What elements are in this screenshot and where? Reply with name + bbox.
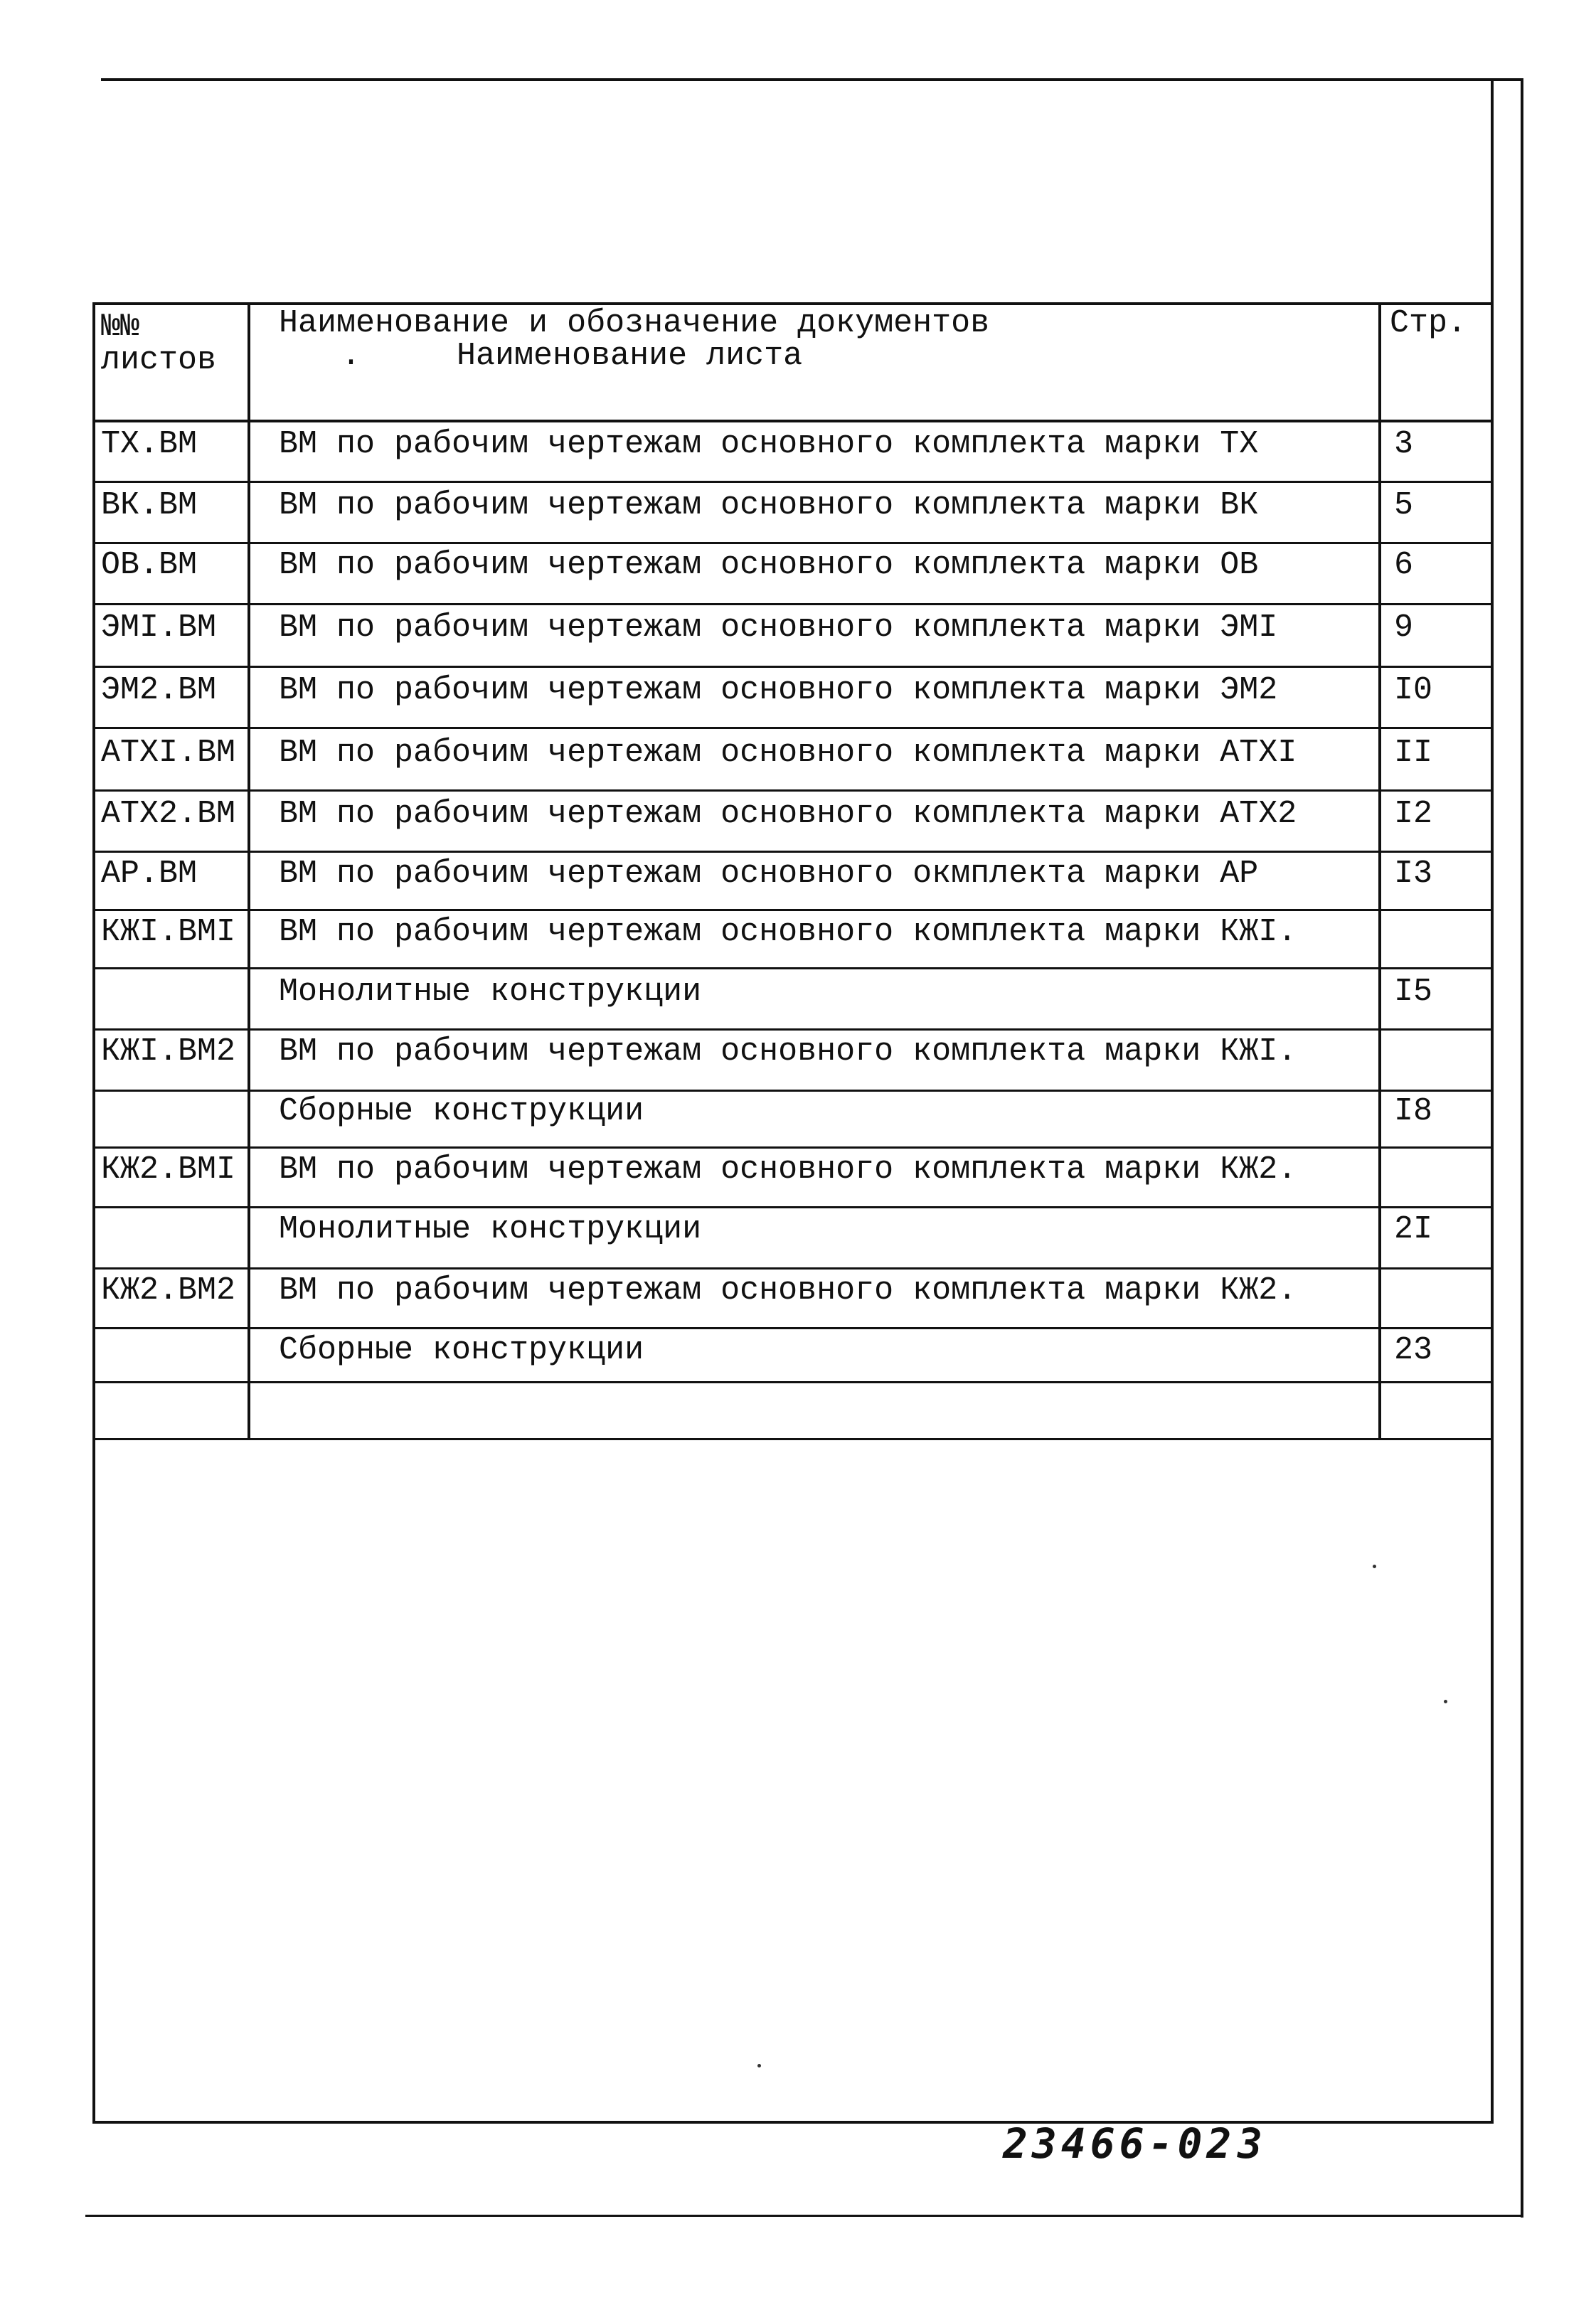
table-bottom-border	[92, 2121, 1494, 2124]
table-row-sheet-code: КЖI.ВМI	[101, 914, 236, 950]
table-row-divider	[92, 1028, 1494, 1031]
table-row-sheet-name: ВМ по рабочим чертежам основного комплекта марки КЖI.	[279, 914, 1297, 950]
table-row-divider	[92, 481, 1494, 483]
speck-2	[1444, 1700, 1447, 1703]
table-row-sheet-name: ВМ по рабочим чертежам основного комплекта марки ОВ	[279, 547, 1259, 583]
top-border	[101, 78, 1522, 81]
table-row-sheet-name: ВМ по рабочим чертежам основного комплекта марки ЭМI	[279, 610, 1278, 646]
table-row-sheet-name: ВМ по рабочим чертежам основного комплекта марки ЭМ2	[279, 672, 1278, 708]
header-sheet-numbers: №№ листов	[101, 309, 217, 379]
speck-3	[757, 2064, 761, 2067]
speck-1	[1373, 1565, 1376, 1568]
table-row-page-number: I8	[1394, 1093, 1433, 1129]
table-row-page-number: I2	[1394, 796, 1433, 832]
table-row-sheet-code: ВК.ВМ	[101, 487, 198, 523]
table-row-sheet-code: КЖ2.ВМ2	[101, 1272, 236, 1309]
table-row-sheet-code: ТХ.ВМ	[101, 426, 198, 462]
table-row-sheet-name: ВМ по рабочим чертежам основного комплекта марки АТХ2	[279, 796, 1297, 832]
table-row-page-number: 3	[1394, 426, 1414, 462]
table-row-sheet-name: ВМ по рабочим чертежам основного комплекта марки КЖ2.	[279, 1151, 1297, 1188]
table-row-divider	[92, 851, 1494, 853]
header-doc-name-line2: . Наименование листа	[341, 338, 803, 374]
table-row-divider	[92, 1146, 1494, 1149]
table-row-sheet-code: АТХI.ВМ	[101, 735, 236, 771]
table-left-border	[92, 302, 95, 2123]
table-row-divider	[92, 666, 1494, 668]
table-row-sheet-code: ЭМ2.ВМ	[101, 672, 217, 708]
table-row-sheet-code: ЭМI.ВМ	[101, 610, 217, 646]
table-row-page-number: 9	[1394, 610, 1414, 646]
page-bottom-line	[85, 2215, 1523, 2217]
table-row-sheet-code: АТХ2.ВМ	[101, 796, 236, 832]
table-end-line	[92, 1438, 1494, 1440]
table-row-divider	[92, 603, 1494, 605]
header-doc-name-line1: Наименование и обозначение документов	[279, 305, 990, 341]
table-row-divider	[92, 542, 1494, 544]
header-page: Стр.	[1390, 305, 1467, 341]
table-row-divider	[92, 967, 1494, 969]
table-row-sheet-name: ВМ по рабочим чертежам основного комплекта марки ТХ	[279, 426, 1259, 462]
table-row-divider	[92, 1267, 1494, 1270]
table-row-divider	[92, 727, 1494, 729]
document-number: 23466-02	[1003, 2119, 1236, 2168]
table-row-page-number: 2I	[1394, 1211, 1433, 1247]
table-row-sheet-name: ВМ по рабочим чертежам основного комплекта марки КЖ2.	[279, 1272, 1297, 1309]
table-row-sheet-name: ВМ по рабочим чертежам основного комплекта марки ВК	[279, 487, 1259, 523]
table-row-sheet-name: Монолитные конструкции	[279, 1211, 702, 1247]
table-row-page-number: 6	[1394, 547, 1414, 583]
table-row-divider	[92, 1090, 1494, 1092]
table-row-sheet-name: ВМ по рабочим чертежам основного комплекта марки АТХI	[279, 735, 1297, 771]
table-row-sheet-code: АР.ВМ	[101, 856, 198, 892]
table-row-sheet-name: ВМ по рабочим чертежам основного комплекта марки КЖI.	[279, 1033, 1297, 1070]
table-row-sheet-name: Монолитные конструкции	[279, 974, 702, 1010]
right-border-outer	[1521, 78, 1523, 2218]
table-row-page-number: 5	[1394, 487, 1414, 523]
table-row-divider	[92, 789, 1494, 792]
table-row-page-number: I3	[1394, 856, 1433, 892]
table-row-page-number: II	[1394, 735, 1433, 771]
sheet-number: 3	[1238, 2119, 1267, 2168]
col-divider-2	[1378, 302, 1381, 1440]
table-row-divider	[92, 1206, 1494, 1208]
table-row-sheet-name: Сборные конструкции	[279, 1332, 644, 1368]
table-row-sheet-code: КЖI.ВМ2	[101, 1033, 236, 1070]
table-row-page-number: 23	[1394, 1332, 1433, 1368]
table-row-sheet-name: Сборные конструкции	[279, 1093, 644, 1129]
col-divider-1	[248, 302, 250, 1440]
right-border-inner	[1491, 78, 1494, 2124]
table-row-divider	[92, 1327, 1494, 1329]
table-row-divider	[92, 1381, 1494, 1383]
table-row-sheet-code: ОВ.ВМ	[101, 547, 198, 583]
table-row-sheet-code: КЖ2.ВМI	[101, 1151, 236, 1188]
table-row-page-number: I5	[1394, 974, 1433, 1010]
header-bottom-border	[92, 420, 1494, 422]
table-row-divider	[92, 909, 1494, 911]
table-row-sheet-name: ВМ по рабочим чертежам основного окмплекта марки АР	[279, 856, 1259, 892]
table-row-page-number: I0	[1394, 672, 1433, 708]
